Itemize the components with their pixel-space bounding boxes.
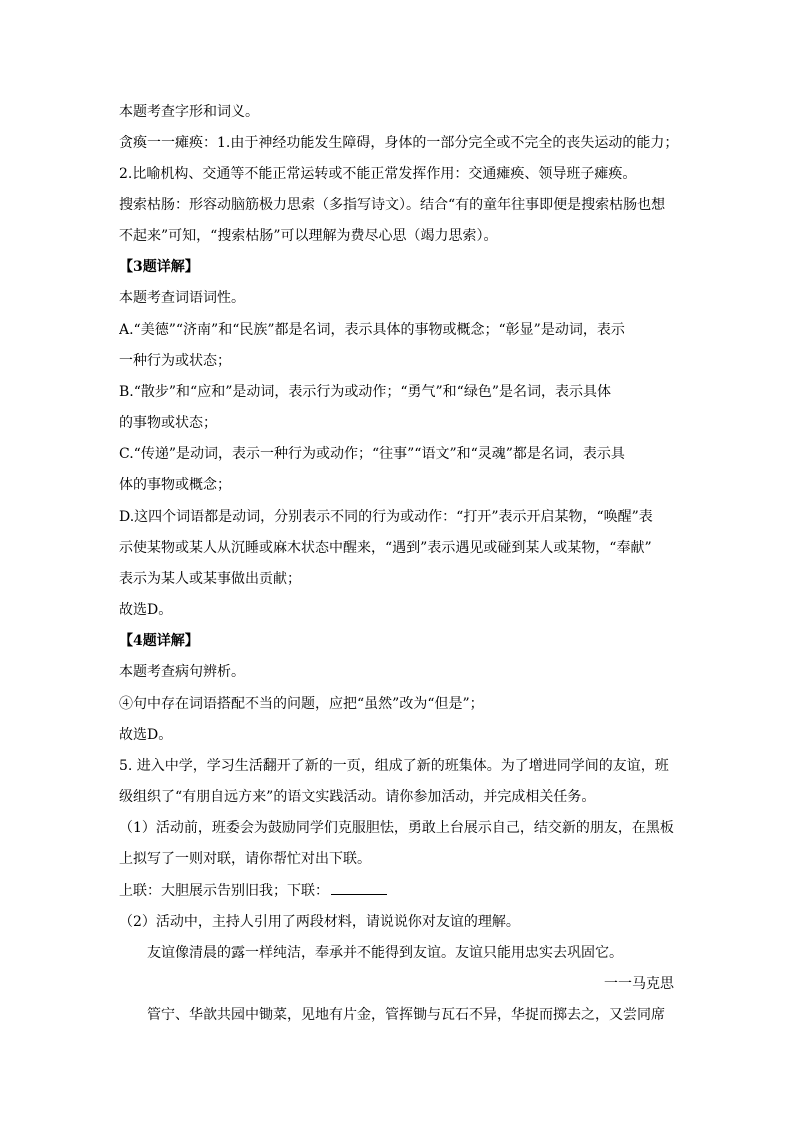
text-line: B.“散步”和“应和”是动词，表示行为或动作；“勇气”和“绿色”是名词，表示具体 bbox=[119, 384, 611, 400]
text-line: 的事物或状态； bbox=[119, 415, 217, 431]
text-line: 故选D。 bbox=[119, 602, 173, 618]
text-line: A.“美德”“济南”和“民族”都是名词，表示具体的事物或概念；“彰显”是动词，表示 bbox=[119, 322, 625, 338]
text-line: 本题考查病句辨析。 bbox=[119, 664, 245, 680]
text-line: 搜索枯肠：形容动脑筋极力思索（多指写诗文）。结合“有的童年往事即便是搜索枯肠也想 bbox=[119, 197, 666, 213]
text-line: 本题考查字形和词义。 bbox=[119, 104, 259, 120]
text-line: 2.比喻机构、交通等不能正常运转或不能正常发挥作用：交通瘫痪、领导班子瘫痪。 bbox=[119, 166, 637, 182]
section-heading: 【4题详解】 bbox=[119, 633, 199, 649]
question-text: 上拟写了一则对联，请你帮忙对出下联。 bbox=[119, 851, 371, 867]
text-line: 故选D。 bbox=[119, 727, 173, 743]
answer-blank[interactable] bbox=[331, 880, 387, 895]
text-line: 不起来”可知，“搜索枯肠”可以理解为费尽心思（竭力思索）。 bbox=[119, 228, 498, 244]
text-line: C.“传递”是动词，表示一种行为或动作；“往事”“语文”和“灵魂”都是名词，表示具 bbox=[119, 446, 625, 462]
question-text: 5. 进入中学，学习生活翻开了新的一页，组成了新的班集体。为了增进同学间的友谊，班 bbox=[119, 758, 669, 774]
text-line: 体的事物或概念； bbox=[119, 477, 231, 493]
quote-text: 管宁、华歆共园中锄菜，见地有片金，管挥锄与瓦石不异，华捉而掷去之，又尝同席 bbox=[147, 1007, 665, 1023]
section-heading: 【3题详解】 bbox=[119, 259, 199, 275]
text-line: ④句中存在词语搭配不当的问题，应把“虽然”改为“但是”； bbox=[119, 696, 484, 712]
quote-text: 友谊像清晨的露一样纯洁，奉承并不能得到友谊。友谊只能用忠实去巩固它。 bbox=[147, 945, 623, 961]
text-line: 本题考查词语词性。 bbox=[119, 290, 245, 306]
couplet-text: 上联：大胆展示告别旧我；下联： bbox=[119, 883, 329, 899]
question-text: （1）活动前，班委会为鼓励同学们克服胆怯，勇敢上台展示自己，结交新的朋友，在黑板 bbox=[119, 820, 674, 836]
text-line: 表示为某人或某事做出贡献； bbox=[119, 571, 301, 587]
text-line: 贪瘓一一瘫痪：1.由于神经功能发生障碍，身体的一部分完全或不完全的丧失运动的能力； bbox=[119, 135, 679, 151]
question-text: 级组织了“有朋自远方来”的语文实践活动。请你参加活动，并完成相关任务。 bbox=[119, 789, 596, 805]
text-line: D.这四个词语都是动词，分别表示不同的行为或动作：“打开”表示开启某物，“唤醒”表 bbox=[119, 509, 653, 525]
question-text: （2）活动中，主持人引用了两段材料，请说说你对友谊的理解。 bbox=[119, 914, 520, 930]
quote-attribution: 一一马克思 bbox=[604, 976, 674, 992]
text-line: 一种行为或状态； bbox=[119, 353, 231, 369]
couplet-line bbox=[119, 880, 679, 901]
text-line: 示使某物或某人从沉睡或麻木状态中醒来，“遇到”表示遇见或碰到某人或某物，“奉献” bbox=[119, 540, 652, 556]
